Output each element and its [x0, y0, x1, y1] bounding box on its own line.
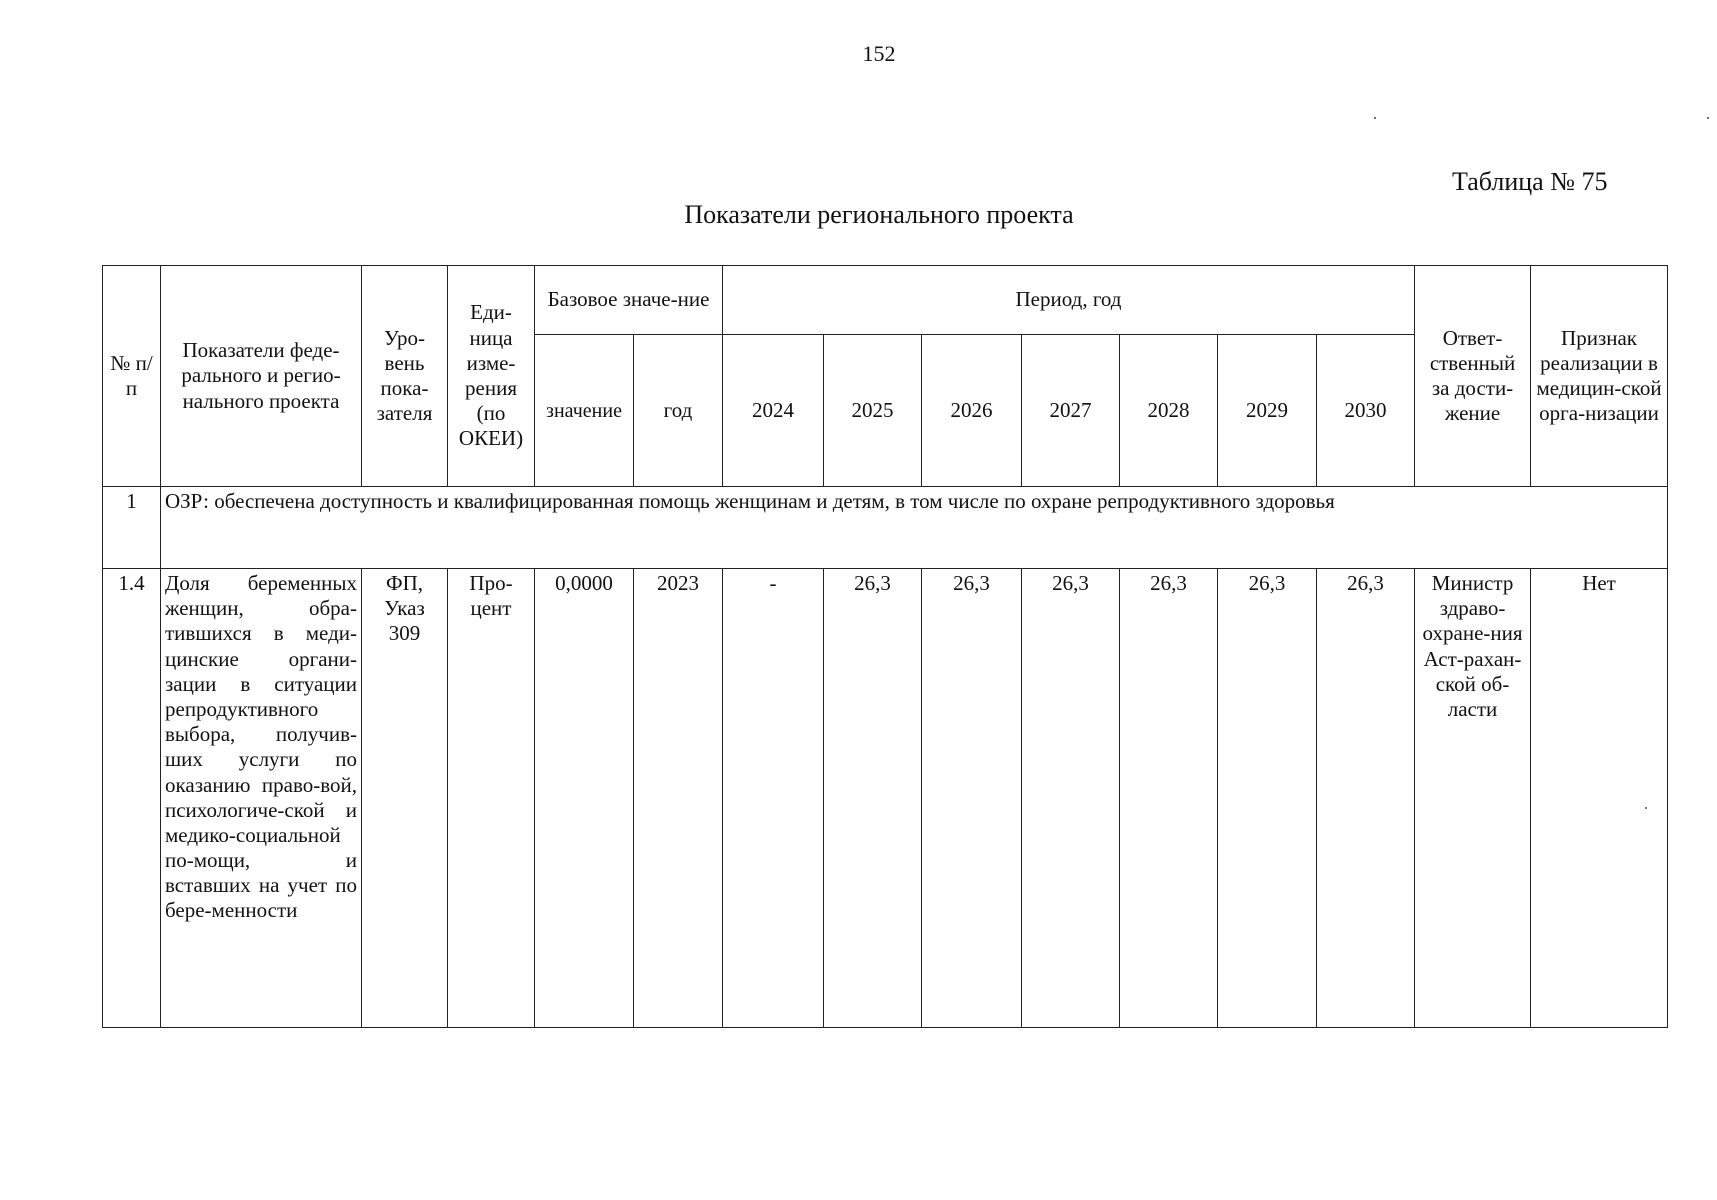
header-row	[103, 266, 1668, 335]
row-base-value: 0,0000	[535, 569, 634, 1028]
row-value-2030: 26,3	[1317, 569, 1415, 1028]
section-text: ОЗР: обеспечена доступность и квалифицированная помощь женщинам и детям, в том числе по охране репродуктивного здоровья	[161, 487, 1668, 569]
header-num: № п/п	[103, 266, 161, 487]
scan-speck	[1707, 117, 1709, 119]
row-value-2024: -	[723, 569, 824, 1028]
header-year: 2024	[723, 335, 824, 487]
header-year: 2028	[1120, 335, 1218, 487]
header-base-year: год	[634, 335, 723, 487]
row-value-2029: 26,3	[1218, 569, 1317, 1028]
row-num: 1.4	[103, 569, 161, 1028]
row-sign: Нет	[1531, 569, 1668, 1028]
table-number: Таблица № 75	[1452, 167, 1608, 196]
header-responsible: Ответ-ственный за дости-жение	[1415, 266, 1531, 487]
header-year: 2030	[1317, 335, 1415, 487]
row-level: ФП, Указ 309	[362, 569, 448, 1028]
header-base: Базовое значе-ние	[535, 266, 723, 335]
table-row	[103, 569, 1668, 1028]
header-sign: Признак реализации в медицин-ской орга-низации	[1531, 266, 1668, 487]
header-year: 2026	[922, 335, 1022, 487]
header-period: Период, год	[723, 266, 1415, 335]
row-indicator: Доля беременных женщин, обра-тившихся в меди-цинские органи-зации в ситуации репродуктивного выбора, получив-ших услуги по оказанию право-вой, психологиче-ской и медико-социальной по-мощи, и вставших на учет по бере-менности	[161, 569, 362, 1028]
row-value-2028: 26,3	[1120, 569, 1218, 1028]
section-num: 1	[103, 487, 161, 569]
table-title: Показатели регионального проекта	[684, 200, 1074, 229]
header-year: 2025	[824, 335, 922, 487]
header-indicator: Показатели феде-рального и регио-нального проекта	[161, 266, 362, 487]
header-year: 2027	[1022, 335, 1120, 487]
page-number: 152	[862, 41, 896, 66]
row-value-2027: 26,3	[1022, 569, 1120, 1028]
header-unit: Еди-ница изме-рения (по ОКЕИ)	[448, 266, 535, 487]
row-base-year: 2023	[634, 569, 723, 1028]
header-base-value: значение	[535, 335, 634, 487]
header-year: 2029	[1218, 335, 1317, 487]
row-value-2025: 26,3	[824, 569, 922, 1028]
section-row	[103, 487, 1668, 569]
row-responsible: Министр здраво-охране-ния Аст-рахан-ской об-ласти	[1415, 569, 1531, 1028]
row-unit: Про-цент	[448, 569, 535, 1028]
indicators-table	[102, 265, 1668, 1028]
header-level: Уро-вень пока-зателя	[362, 266, 448, 487]
scan-speck	[1374, 117, 1376, 119]
row-value-2026: 26,3	[922, 569, 1022, 1028]
